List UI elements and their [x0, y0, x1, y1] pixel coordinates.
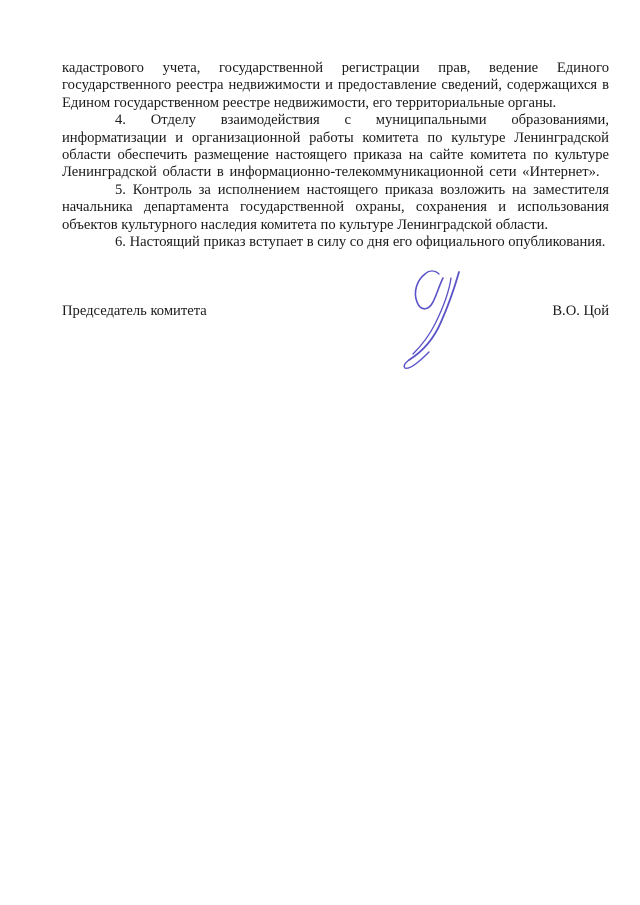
handwritten-signature — [395, 266, 505, 376]
paragraph-continuation: кадастрового учета, государственной регистрации прав, ведение Единого государственного реестра недвижимости и предоставление сведений, содержащихся в Едином государственном реестре недвижимости, его территориальные органы. — [62, 60, 609, 111]
signer-name: В.О. Цой — [552, 303, 609, 319]
signature-stroke-inner — [413, 278, 451, 354]
paragraph-item-4: 4. Отделу взаимодействия с муниципальными образованиями, информатизации и организационной работы комитета по культуре Ленинградской области обеспечить размещение настоящего приказа на сайте комитета по культуре Ленинградской области в информационно-телекоммуникационной сети «Интернет». — [62, 112, 609, 181]
paragraph-item-5: 5. Контроль за исполнением настоящего приказа возложить на заместителя начальника департамента государственной охраны, сохранения и использования объектов культурного наследия комитета по культуре Ленинградской области. — [62, 181, 609, 233]
signature-row — [62, 303, 609, 323]
paragraph-item-6: 6. Настоящий приказ вступает в силу со дня его официального опубликования. — [115, 234, 606, 251]
signature-stroke-left — [415, 274, 443, 309]
document-body — [62, 60, 609, 251]
signer-position: Председатель комитета — [62, 303, 207, 319]
signature-stroke-hook — [425, 271, 439, 274]
